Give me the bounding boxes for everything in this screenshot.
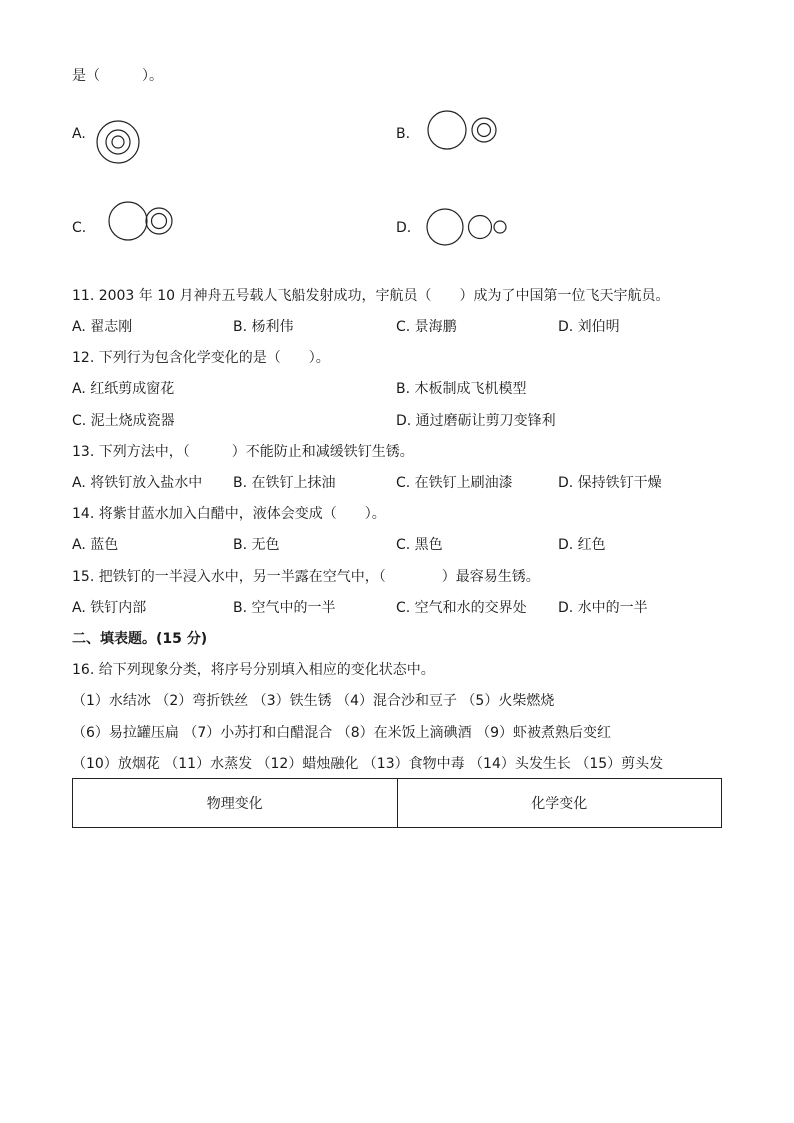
q10-option-d-label: D. [396,220,412,236]
q12-option-d: D. 通过磨砺让剪刀变锋利 [396,413,556,429]
chemical-change-header: 化学变化 [397,779,722,828]
q15-option-d: D. 水中的一半 [558,600,648,616]
q11-stem: 11. 2003 年 10 月神舟五号载人飞船发射成功，宇航员（ ）成为了中国第一位飞天宇航员。 [72,288,670,304]
q14-option-c: C. 黑色 [396,537,443,553]
q10-stem-tail: 是（ ）。 [72,68,163,84]
q11-option-c: C. 景海鹏 [396,319,457,335]
q13-stem: 13. 下列方法中，（ ）不能防止和减缓铁钉生锈。 [72,444,414,460]
q15-option-a: A. 铁钉内部 [72,600,147,616]
q10-option-b-label: B. [396,126,411,142]
q13-option-b: B. 在铁钉上抹油 [233,475,336,491]
concentric-circles-icon [96,120,142,166]
q16-items-line-1: （1）水结冰 （2）弯折铁丝 （3）铁生锈 （4）混合沙和豆子 （5）火柴燃烧 [72,693,555,709]
q10-option-c-label: C. [72,220,87,236]
q14-stem: 14. 将紫甘蓝水加入白醋中，液体会变成（ ）。 [72,506,386,522]
two-circles-overlap-icon [108,201,174,243]
q10-option-a-label: A. [72,126,86,142]
q11-option-d: D. 刘伯明 [558,319,620,335]
section-heading: 二、填表题。(15 分) [72,631,208,647]
q16-items-line-2: （6）易拉罐压扁 （7）小苏打和白醋混合 （8）在米饭上滴碘酒 （9）虾被煮熟后变红 [72,725,611,741]
two-circles-icon [427,110,499,152]
q11-option-a: A. 翟志刚 [72,319,133,335]
q14-option-b: B. 无色 [233,537,280,553]
q15-option-c: C. 空气和水的交界处 [396,600,527,616]
q11-option-b: B. 杨利伟 [233,319,294,335]
q14-option-a: A. 蓝色 [72,537,119,553]
q13-option-c: C. 在铁钉上刷油漆 [396,475,513,491]
physical-change-header: 物理变化 [73,779,398,828]
q12-option-a: A. 红纸剪成窗花 [72,381,175,397]
q12-option-b: B. 木板制成飞机模型 [396,381,527,397]
q15-stem: 15. 把铁钉的一半浸入水中，另一半露在空气中，（ ）最容易生锈。 [72,569,540,585]
q15-option-b: B. 空气中的一半 [233,600,336,616]
q12-stem: 12. 下列行为包含化学变化的是（ ）。 [72,350,330,366]
q13-option-d: D. 保持铁钉干燥 [558,475,662,491]
q12-option-c: C. 泥土烧成瓷器 [72,413,175,429]
q14-option-d: D. 红色 [558,537,606,553]
three-circles-icon [426,209,508,247]
q13-option-a: A. 将铁钉放入盐水中 [72,475,203,491]
q16-items-line-3: （10）放烟花 （11）水蒸发 （12）蜡烛融化 （13）食物中毒 （14）头发生长 （15）剪头发 [72,756,664,772]
classification-table [72,778,722,828]
q16-stem: 16. 给下列现象分类，将序号分别填入相应的变化状态中。 [72,662,435,678]
